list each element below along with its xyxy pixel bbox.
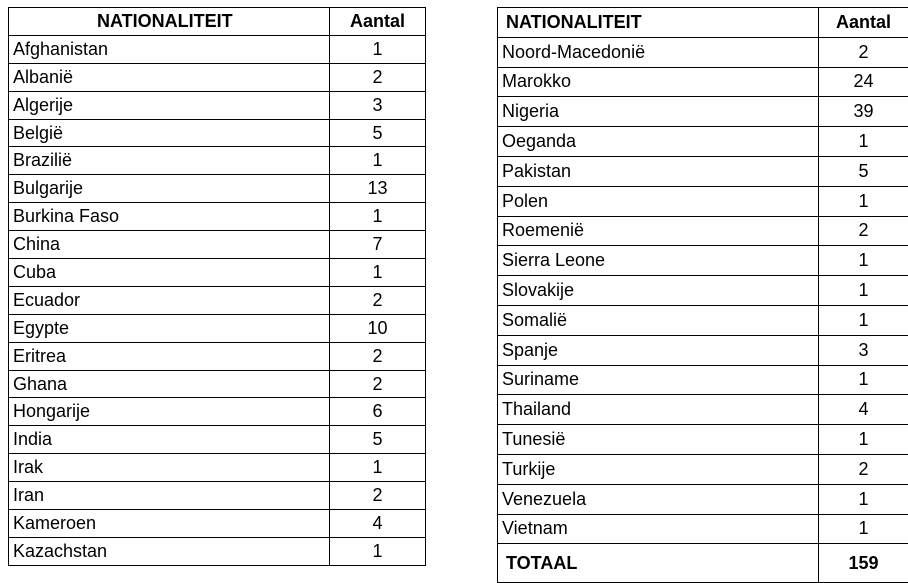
count-cell: 24 xyxy=(819,67,908,97)
table-row xyxy=(9,63,426,91)
table-row xyxy=(9,314,426,342)
nationality-cell: Egypte xyxy=(9,314,330,342)
total-label: TOTAAL xyxy=(498,544,819,583)
table-row xyxy=(498,156,908,186)
table-row xyxy=(9,175,426,203)
nationality-cell: Iran xyxy=(9,482,330,510)
table-row xyxy=(498,246,908,276)
nationality-cell: Brazilië xyxy=(9,147,330,175)
table-header-row xyxy=(498,8,908,38)
count-cell: 2 xyxy=(330,482,426,510)
nationality-cell: Tunesië xyxy=(498,425,819,455)
count-cell: 5 xyxy=(330,119,426,147)
nationality-cell: Pakistan xyxy=(498,156,819,186)
table-row xyxy=(9,203,426,231)
table-row xyxy=(498,454,908,484)
nationality-cell: Algerije xyxy=(9,91,330,119)
count-cell: 1 xyxy=(819,484,908,514)
count-cell: 1 xyxy=(819,186,908,216)
nationality-cell: Polen xyxy=(498,186,819,216)
count-cell: 2 xyxy=(819,454,908,484)
table-row xyxy=(9,537,426,565)
table-row xyxy=(9,426,426,454)
table-row xyxy=(9,259,426,287)
count-cell: 7 xyxy=(330,231,426,259)
count-cell: 1 xyxy=(330,203,426,231)
nationality-cell: Nigeria xyxy=(498,97,819,127)
count-cell: 1 xyxy=(330,147,426,175)
table-row xyxy=(9,342,426,370)
count-cell: 3 xyxy=(819,335,908,365)
count-cell: 4 xyxy=(330,510,426,538)
table-row xyxy=(9,119,426,147)
count-cell: 1 xyxy=(819,365,908,395)
table-row xyxy=(498,37,908,67)
nationality-cell: Roemenië xyxy=(498,216,819,246)
table-row xyxy=(498,425,908,455)
count-cell: 2 xyxy=(819,37,908,67)
table-row xyxy=(9,286,426,314)
table-row xyxy=(498,67,908,97)
nationality-cell: Kameroen xyxy=(9,510,330,538)
nationality-cell: Kazachstan xyxy=(9,537,330,565)
count-cell: 1 xyxy=(819,514,908,544)
column-header-aantal: Aantal xyxy=(819,8,908,38)
nationality-table-right xyxy=(497,7,908,583)
nationality-cell: Spanje xyxy=(498,335,819,365)
nationality-cell: Thailand xyxy=(498,395,819,425)
nationality-cell: Ghana xyxy=(9,370,330,398)
table-row xyxy=(9,482,426,510)
nationality-cell: Eritrea xyxy=(9,342,330,370)
table-row xyxy=(9,454,426,482)
table-row xyxy=(9,398,426,426)
nationality-cell: India xyxy=(9,426,330,454)
table-header-row xyxy=(9,8,426,36)
nationality-cell: Burkina Faso xyxy=(9,203,330,231)
count-cell: 2 xyxy=(330,63,426,91)
count-cell: 2 xyxy=(819,216,908,246)
table-row xyxy=(498,335,908,365)
total-row xyxy=(498,544,908,583)
nationality-cell: Hongarije xyxy=(9,398,330,426)
nationality-cell: China xyxy=(9,231,330,259)
column-header-nationaliteit: NATIONALITEIT xyxy=(498,8,819,38)
table-row xyxy=(9,35,426,63)
table-row xyxy=(498,127,908,157)
table-row xyxy=(498,365,908,395)
nationality-cell: Ecuador xyxy=(9,286,330,314)
table-body xyxy=(498,37,908,544)
nationality-cell: Irak xyxy=(9,454,330,482)
count-cell: 1 xyxy=(819,276,908,306)
table-row xyxy=(498,216,908,246)
count-cell: 1 xyxy=(330,537,426,565)
count-cell: 1 xyxy=(330,259,426,287)
table-row xyxy=(498,514,908,544)
count-cell: 1 xyxy=(330,35,426,63)
table-row xyxy=(498,276,908,306)
count-cell: 5 xyxy=(330,426,426,454)
nationality-cell: Vietnam xyxy=(498,514,819,544)
nationality-cell: Suriname xyxy=(498,365,819,395)
table-row xyxy=(498,97,908,127)
table-row xyxy=(498,305,908,335)
count-cell: 1 xyxy=(819,305,908,335)
count-cell: 10 xyxy=(330,314,426,342)
column-header-nationaliteit: NATIONALITEIT xyxy=(9,8,330,36)
nationality-cell: Bulgarije xyxy=(9,175,330,203)
column-header-aantal: Aantal xyxy=(330,8,426,36)
table-row xyxy=(498,484,908,514)
count-cell: 2 xyxy=(330,370,426,398)
table-row xyxy=(9,91,426,119)
count-cell: 39 xyxy=(819,97,908,127)
table-row xyxy=(498,186,908,216)
nationality-cell: Oeganda xyxy=(498,127,819,157)
count-cell: 1 xyxy=(819,425,908,455)
table-row xyxy=(9,231,426,259)
count-cell: 4 xyxy=(819,395,908,425)
nationality-cell: Slovakije xyxy=(498,276,819,306)
nationality-table-left xyxy=(8,7,426,566)
nationality-cell: Turkije xyxy=(498,454,819,484)
table-row xyxy=(498,395,908,425)
nationality-cell: Venezuela xyxy=(498,484,819,514)
nationality-cell: Cuba xyxy=(9,259,330,287)
table-row xyxy=(9,370,426,398)
nationality-cell: Noord-Macedonië xyxy=(498,37,819,67)
count-cell: 2 xyxy=(330,286,426,314)
count-cell: 1 xyxy=(819,127,908,157)
nationality-cell: Albanië xyxy=(9,63,330,91)
count-cell: 3 xyxy=(330,91,426,119)
count-cell: 5 xyxy=(819,156,908,186)
nationality-cell: België xyxy=(9,119,330,147)
table-row xyxy=(9,147,426,175)
count-cell: 1 xyxy=(330,454,426,482)
table-row xyxy=(9,510,426,538)
count-cell: 1 xyxy=(819,246,908,276)
nationality-cell: Marokko xyxy=(498,67,819,97)
nationality-cell: Somalië xyxy=(498,305,819,335)
total-value: 159 xyxy=(819,544,908,583)
table-body xyxy=(9,35,426,565)
count-cell: 6 xyxy=(330,398,426,426)
nationality-cell: Afghanistan xyxy=(9,35,330,63)
nationality-cell: Sierra Leone xyxy=(498,246,819,276)
count-cell: 13 xyxy=(330,175,426,203)
count-cell: 2 xyxy=(330,342,426,370)
